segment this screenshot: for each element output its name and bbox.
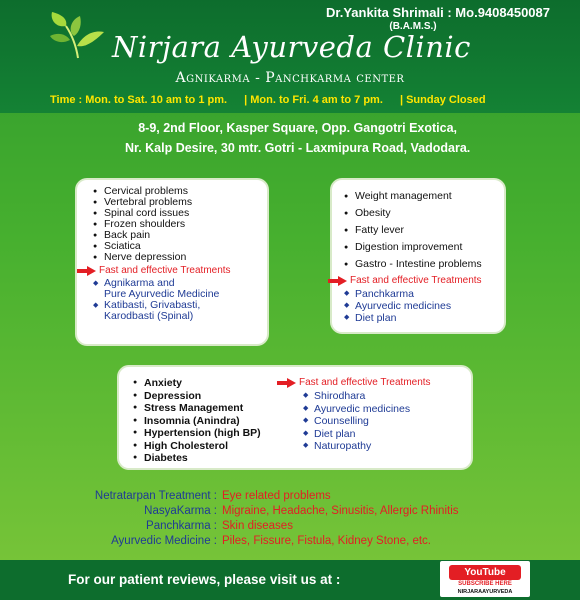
arrow-right-icon bbox=[87, 266, 96, 276]
doctor-name: Dr.Yankita Shrimali : Mo.9408450087 bbox=[325, 5, 550, 20]
list-item: ● Depression bbox=[133, 390, 261, 403]
doctor-degree: (B.A.M.S.) bbox=[389, 21, 437, 32]
treatment-item: ◆ Ayurvedic medicines bbox=[303, 403, 431, 416]
treatment-item: ◆ Ayurvedic medicines bbox=[344, 300, 496, 312]
treatment-name: NasyaKarma : bbox=[144, 505, 217, 517]
youtube-badge[interactable] bbox=[440, 561, 530, 597]
treatment-item: ◆ Naturopathy bbox=[303, 440, 431, 453]
fast-treatments-label bbox=[87, 265, 259, 276]
arrow-right-icon bbox=[338, 276, 347, 286]
youtube-icon: YouTube bbox=[449, 565, 521, 580]
treatment-item: ◆ Katibasti, Grivabasti, bbox=[93, 300, 259, 311]
fast-label-text: Fast and effective Treatments bbox=[99, 265, 231, 276]
arrow-right-icon bbox=[287, 378, 296, 388]
list-item: ● Gastro - Intestine problems bbox=[344, 256, 496, 273]
list-item: ● Weight management bbox=[344, 188, 496, 205]
list-item: ● Spinal cord issues bbox=[93, 208, 259, 219]
channel-name: NIRJARAAYURVEDA bbox=[457, 589, 513, 595]
treatment-value: Skin diseases bbox=[222, 520, 293, 532]
header-band bbox=[0, 0, 580, 113]
treatment-column bbox=[287, 377, 431, 453]
fast-label-text: Fast and effective Treatments bbox=[299, 377, 431, 388]
list-item: ● Anxiety bbox=[133, 377, 261, 390]
list-item: ● Vertebral problems bbox=[93, 197, 259, 208]
list-item: ● High Cholesterol bbox=[133, 440, 261, 453]
treatment-name: Netratarpan Treatment : bbox=[94, 490, 217, 502]
list-item: ● Cervical problems bbox=[93, 186, 259, 197]
list-item: ● Back pain bbox=[93, 230, 259, 241]
list-item: ● Obesity bbox=[344, 205, 496, 222]
spine-card bbox=[75, 178, 269, 346]
mental-health-card bbox=[117, 365, 473, 470]
fast-label-text: Fast and effective Treatments bbox=[350, 275, 482, 286]
timings bbox=[50, 94, 500, 106]
list-item: ● Diabetes bbox=[133, 452, 261, 465]
address-line: 8-9, 2nd Floor, Kasper Square, Opp. Gangotri Exotica, bbox=[138, 121, 458, 135]
timing-sunday: | Sunday Closed bbox=[399, 94, 486, 106]
fast-treatments-label bbox=[338, 275, 496, 286]
treatment-row bbox=[62, 489, 459, 504]
treatment-row bbox=[62, 534, 459, 549]
list-item: ● Digestion improvement bbox=[344, 239, 496, 256]
treatment-item: ◆ Counselling bbox=[303, 415, 431, 428]
address bbox=[125, 118, 470, 158]
clinic-subtitle: Agnikarma - Panchkarma center bbox=[175, 70, 405, 86]
list-item: ● Fatty lever bbox=[344, 222, 496, 239]
treatment-item: ◆ Diet plan bbox=[344, 312, 496, 324]
list-item: ● Hypertension (high BP) bbox=[133, 427, 261, 440]
treatments-list bbox=[62, 489, 459, 549]
leaf-icon bbox=[48, 10, 108, 60]
list-item: ● Sciatica bbox=[93, 241, 259, 252]
timing-weekday-evening: | Mon. to Fri. 4 am to 7 pm. bbox=[244, 94, 383, 106]
subscribe-label: SUBSCRIBE HERE bbox=[458, 581, 512, 587]
list-item: ● Frozen shoulders bbox=[93, 219, 259, 230]
fast-treatments-label bbox=[287, 377, 431, 388]
list-item: ● Insomnia (Anindra) bbox=[133, 415, 261, 428]
treatment-name: Panchkarma : bbox=[146, 520, 217, 532]
treatment-row bbox=[62, 519, 459, 534]
footer-text: For our patient reviews, please visit us at : bbox=[68, 572, 341, 587]
clinic-name: Nirjara Ayurveda Clinic bbox=[112, 30, 471, 64]
treatment-value: Piles, Fissure, Fistula, Kidney Stone, etc. bbox=[222, 535, 432, 547]
treatment-value: Eye related problems bbox=[222, 490, 331, 502]
doctor-info bbox=[326, 5, 550, 32]
problem-list bbox=[133, 377, 261, 465]
timing-weekday-morning: Time : Mon. to Sat. 10 am to 1 pm. bbox=[50, 94, 228, 106]
treatment-item: Karodbasti (Spinal) bbox=[104, 310, 194, 322]
address-line: Nr. Kalp Desire, 30 mtr. Gotri - Laxmipura Road, Vadodara. bbox=[125, 141, 471, 155]
treatment-item: ◆ Shirodhara bbox=[303, 390, 431, 403]
digestion-card bbox=[330, 178, 506, 334]
list-item: ● Nerve depression bbox=[93, 252, 259, 263]
treatment-item: Pure Ayurvedic Medicine bbox=[104, 288, 220, 300]
treatment-name: Ayurvedic Medicine : bbox=[111, 535, 217, 547]
list-item: ● Stress Management bbox=[133, 402, 261, 415]
treatment-item: ◆ Agnikarma and bbox=[93, 278, 259, 289]
treatment-item: ◆ Diet plan bbox=[303, 428, 431, 441]
treatment-value: Migraine, Headache, Sinusitis, Allergic Rhinitis bbox=[222, 505, 459, 517]
treatment-row bbox=[62, 504, 459, 519]
treatment-item: ◆ Panchkarma bbox=[344, 288, 496, 300]
